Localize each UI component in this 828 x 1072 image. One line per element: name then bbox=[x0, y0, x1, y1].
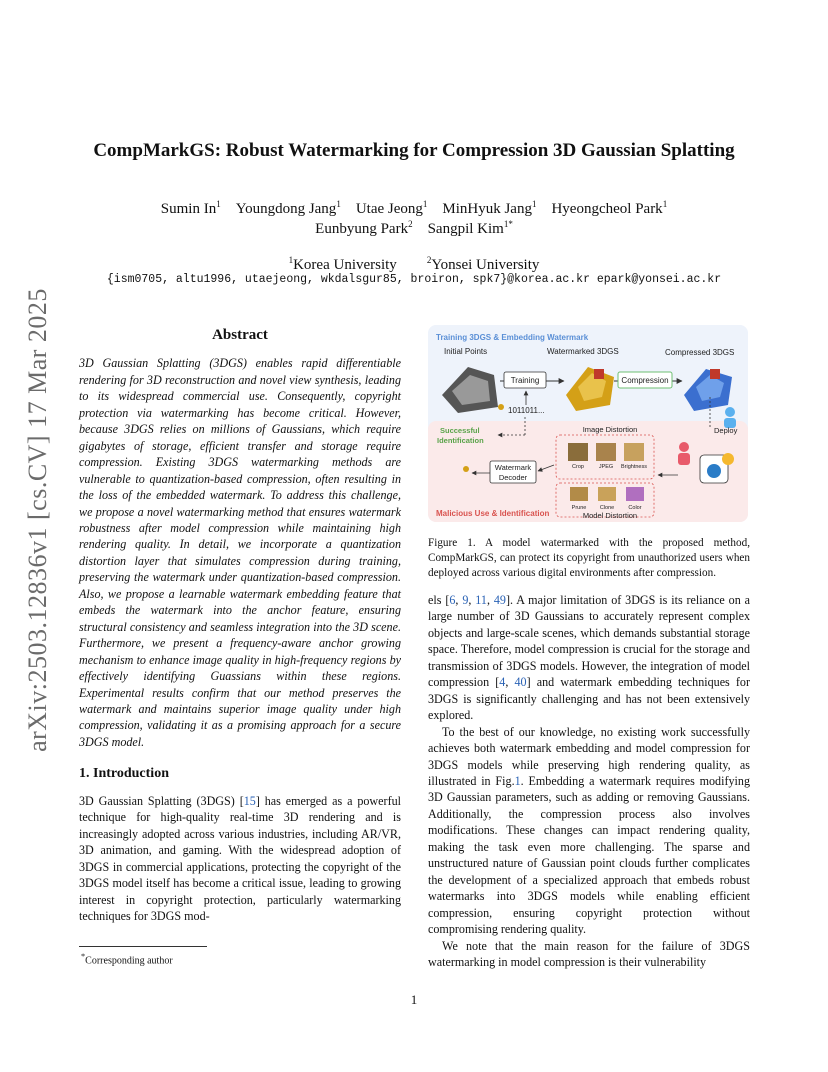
page-number: 1 bbox=[410, 992, 418, 1007]
citation-link[interactable]: 49 bbox=[493, 593, 506, 607]
right-paragraph-3: We note that the main reason for the failure of 3DGS watermarking in model compression is their vulnerability bbox=[428, 938, 750, 969]
fig-bottom-label: Malicious Use & Identification bbox=[436, 509, 550, 518]
fig-deploy: Deploy bbox=[714, 426, 738, 435]
left-column bbox=[79, 327, 401, 924]
authors-line-2 bbox=[0, 214, 828, 240]
fig-identification: Identification bbox=[437, 436, 484, 445]
fig-color: Color bbox=[628, 505, 642, 511]
fig-watermark: Watermark bbox=[494, 463, 532, 472]
abstract-heading: Abstract bbox=[212, 327, 268, 343]
arxiv-id: arXiv:2503.12836v1 [cs.CV] 17 Mar 2025 bbox=[23, 288, 52, 752]
fig-initial-points: Initial Points bbox=[444, 347, 488, 356]
author-name: Sumin In$^1$ bbox=[160, 199, 221, 217]
fig-model-distortion: Model Distortion bbox=[582, 511, 638, 520]
fig-brightness: Brightness bbox=[621, 464, 647, 470]
author-name: $^2$Yonsei University bbox=[426, 255, 540, 273]
fig-compression: Compression bbox=[621, 376, 669, 385]
figure-link[interactable]: 1 bbox=[514, 773, 521, 788]
fig-clone: Clone bbox=[599, 505, 615, 511]
citation-link[interactable]: 40 bbox=[514, 675, 527, 690]
arxiv-sidebar bbox=[8, 270, 68, 770]
abstract-text: 3D Gaussian Splatting (3DGS) enables rapid differentiable rendering for 3D reconstruction and novel view synthesis, leading to its widespread commercial use. Consequently, copyright protection via watermarking has become critical. However, because 3DGS relies on millions of Gaussians, which require gigabytes of storage, efficient transfer and storage require compression. Existing 3DGS watermarking methods are vulnerable to quantization-based compression, often resulting in the loss of the embedded watermark. To address this challenge, we propose a novel watermarking method that ensures watermark robustness after model compression while maintaining high rendering quality. In detail, we incorporate a quantization distortion layer that simulates compression during training, preserving the watermark under quantization-based compression. Also, we propose a learnable watermark embedding feature that embeds the watermark into the anchor feature, ensuring structural consistency and seamless integration into the 3D scene. Furthermore, we present a frequency-aware anchor growing mechanism to enhance image quality in high-frequency regions by effectively identifying Guassians within these regions. Experimental results confirm that our method preserves the watermark and maintains superior image quality under high compression, validating it as a promising approach for a secure 3DGS model. bbox=[79, 356, 401, 749]
fig-top-label: Training 3DGS & Embedding Watermark bbox=[436, 333, 589, 342]
fig-image-distortion: Image Distortion bbox=[582, 425, 638, 434]
fig-training: Training bbox=[510, 376, 540, 385]
fig-prune: Prune bbox=[571, 505, 587, 511]
author-name: Hyeongcheol Park$^1$ bbox=[551, 199, 668, 217]
right-paragraph-2: To the best of our knowledge, no existing work successfully achieves both watermark embedding and model compression for 3DGS models while preserving high rendering quality, as illustrated in Fig.1. Embedding a watermark requires modifying 3D Gaussian parameters, such as adding or removing Gaussians. Additionally, the compression process also involves modifications. These changes can impact rendering quality, making the task even more challenging. The sparse and unstructured nature of Gaussian point clouds further complicates the development of a specialized approach that embeds robust watermarks into 3DGS models while enabling efficient compression, ensuring copyright protection without compromising rendering quality. bbox=[428, 724, 750, 937]
author-name: MinHyuk Jang$^1$ bbox=[442, 199, 537, 217]
fig-crop: Crop bbox=[572, 464, 584, 470]
author-name: $^1$Korea University bbox=[288, 255, 397, 273]
paper-title: CompMarkGS: Robust Watermarking for Compression 3D Gaussian Splatting bbox=[93, 140, 735, 161]
right-paragraph-1: els [6, 9, 11, 49]. A major limitation of 3DGS is its reliance on a large number of 3D Gaussians to accurately represent complex objects and large-scale scenes, which demands substantial storage space. Therefore, model compression is crucial for the storage and transmission of 3DGS models. However, the integration of model compression [4, 40] and watermark embedding techniques for 3DGS is significantly challenging and has not been extensively explored. bbox=[428, 593, 751, 723]
footnote: *Corresponding author bbox=[81, 952, 173, 967]
fig-bits: 1011011... bbox=[508, 406, 545, 415]
author-name: Youngdong Jang$^1$ bbox=[235, 199, 341, 217]
fig-compressed-3dgs: Compressed 3DGS bbox=[665, 348, 735, 357]
intro-heading: 1. Introduction bbox=[79, 766, 169, 782]
figure-1 bbox=[428, 325, 748, 522]
citation-link[interactable]: 4 bbox=[499, 675, 506, 690]
citation-link[interactable]: 6 bbox=[449, 593, 456, 607]
fig-watermarked-3dgs: Watermarked 3DGS bbox=[547, 347, 619, 356]
author-name: Sangpil Kim$^{1*}$ bbox=[427, 219, 513, 237]
citation-link[interactable]: 11 bbox=[475, 593, 487, 607]
fig-jpeg: JPEG bbox=[598, 464, 614, 470]
citation-link[interactable]: 15 bbox=[243, 793, 256, 808]
footnote-rule bbox=[79, 946, 207, 947]
citation-link[interactable]: 9 bbox=[462, 593, 469, 607]
author-name: Utae Jeong$^1$ bbox=[355, 199, 428, 217]
right-column bbox=[428, 592, 750, 970]
intro-paragraph: 3D Gaussian Splatting (3DGS) [15] has emerged as a powerful technique for high-quality real-time 3D rendering and is increasingly adopted across various industries, including AR/VR, 3D animation, and gaming. With the widespread adoption of 3DGS in commercial applications, protecting the copyright of the 3DGS model itself has become a critical issue, leading to growing interest in copyright protection, particularly watermarking techniques for 3DGS mod- bbox=[79, 793, 401, 923]
fig-decoder: Decoder bbox=[498, 473, 528, 482]
figure-caption: Figure 1. A model watermarked with the proposed method, CompMarkGS, can protect its copyright from unauthorized users when deployed across various digital environments after compression. bbox=[428, 537, 750, 579]
author-name: Eunbyung Park$^2$ bbox=[315, 219, 413, 237]
fig-successful: Successful bbox=[440, 426, 480, 435]
author-emails: {ism0705, altu1996, utaejeong, wkdalsgur85, broiron, spk7}@korea.ac.kr epark@yonsei.ac.kr bbox=[106, 273, 722, 286]
